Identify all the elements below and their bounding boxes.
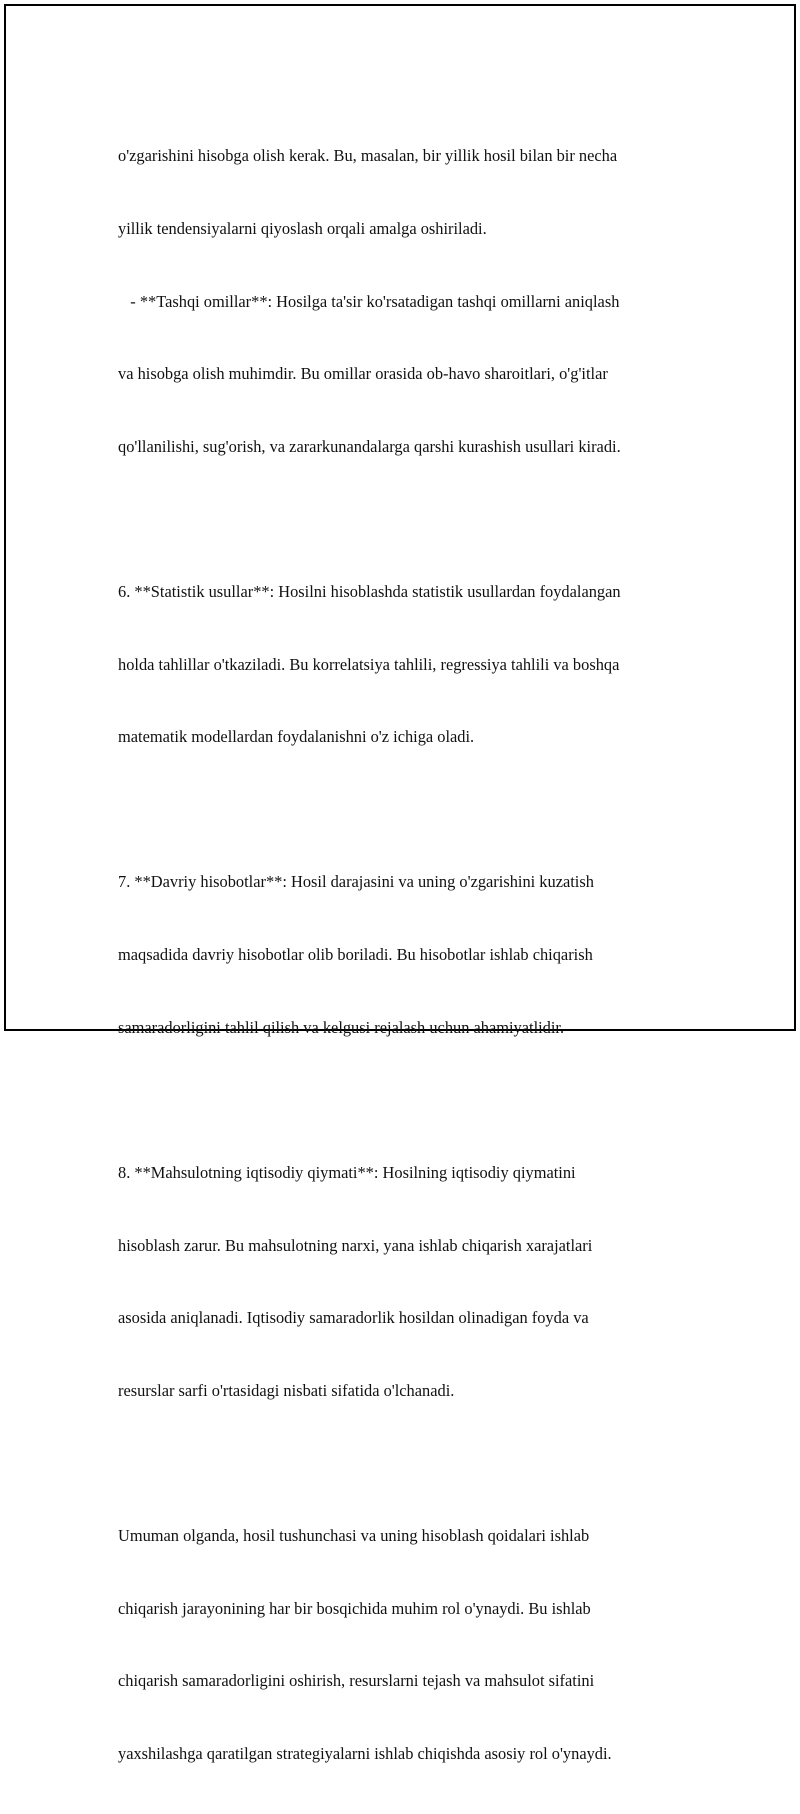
text-line: maqsadida davriy hisobotlar olib boriladi. Bu hisobotlar ishlab chiqarish (118, 945, 593, 965)
text-line: yillik tendensiyalarni qiyoslash orqali amalga oshiriladi. (118, 219, 487, 239)
text-line: samaradorligini tahlil qilish va kelgusi rejalash uchun ahamiyatlidir. (118, 1017, 565, 1037)
text-line: holda tahlillar o'tkaziladi. Bu korrelatsiya tahlili, regressiya tahlili va boshqa (118, 654, 620, 674)
text-line: asosida aniqlanadi. Iqtisodiy samaradorlik hosildan olinadigan foyda va (118, 1308, 589, 1328)
text-line: 7. **Davriy hisobotlar**: Hosil darajasini va uning o'zgarishini kuzatish (118, 872, 594, 892)
text-line: - **Tashqi omillar**: Hosilga ta'sir ko'rsatadigan tashqi omillarni aniqlash (118, 291, 620, 311)
text-line: va hisobga olish muhimdir. Bu omillar orasida ob-havo sharoitlari, o'g'itlar (118, 364, 608, 384)
text-line: chiqarish samaradorligini oshirish, resurslarni tejash va mahsulot sifatini (118, 1671, 595, 1691)
text-line: hisoblash zarur. Bu mahsulotning narxi, yana ishlab chiqarish xarajatlari (118, 1235, 593, 1255)
text-line: resurslar sarfi o'rtasidagi nisbati sifatida o'lchanadi. (118, 1380, 455, 1400)
text-line: 6. **Statistik usullar**: Hosilni hisoblashda statistik usullardan foydalangan (118, 582, 621, 602)
document-body (118, 96, 718, 1814)
paragraph-statistik-usullar (118, 532, 718, 798)
paragraph-conclusion (118, 1476, 718, 1814)
paragraph-continuation (118, 96, 718, 507)
text-line: yaxshilashga qaratilgan strategiyalarni ishlab chiqishda asosiy rol o'ynaydi. (118, 1743, 612, 1763)
paragraph-davriy-hisobotlar (118, 822, 718, 1088)
text-line: 8. **Mahsulotning iqtisodiy qiymati**: Hosilning iqtisodiy qiymatini (118, 1162, 576, 1182)
text-line: Umuman olganda, hosil tushunchasi va uning hisoblash qoidalari ishlab (118, 1525, 590, 1545)
text-line: o'zgarishini hisobga olish kerak. Bu, masalan, bir yillik hosil bilan bir necha (118, 146, 618, 166)
text-line: qo'llanilishi, sug'orish, va zararkunandalarga qarshi kurashish usullari kiradi. (118, 436, 621, 456)
text-line: matematik modellardan foydalanishni o'z ichiga oladi. (118, 727, 475, 747)
paragraph-iqtisodiy-qiymat (118, 1112, 718, 1451)
document-page (4, 4, 796, 1763)
text-line: chiqarish jarayonining har bir bosqichida muhim rol o'ynaydi. Bu ishlab (118, 1598, 591, 1618)
